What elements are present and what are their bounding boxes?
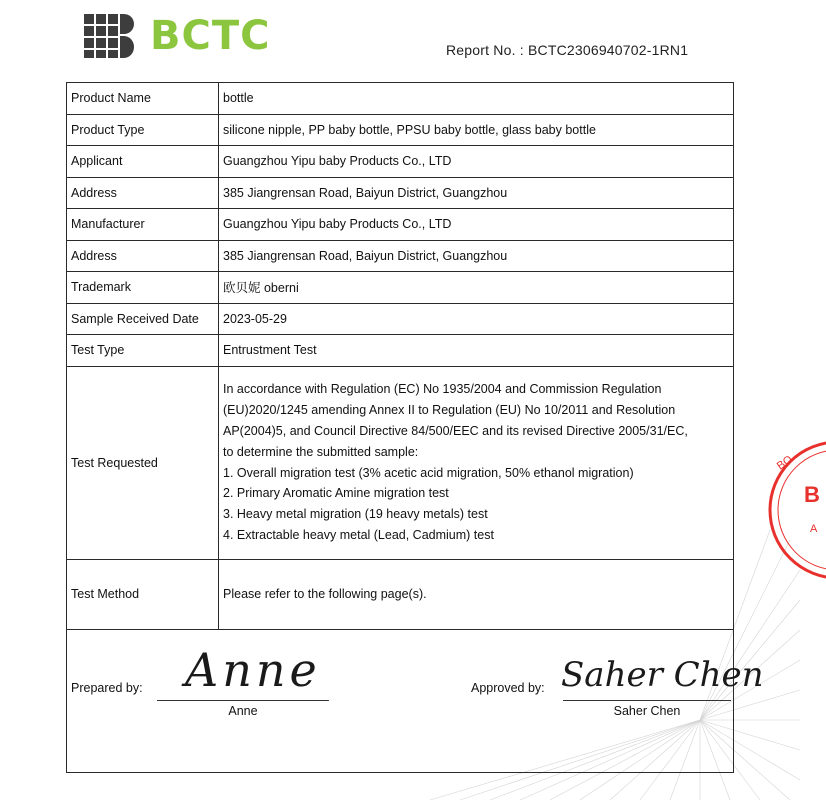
logo-text: BCTC [150,13,271,59]
row-label: Address [67,177,219,209]
prepared-signature-text: Anne [185,642,321,697]
table-row [67,114,734,146]
prepared-by-label: Prepared by: [71,680,143,695]
row-value: silicone nipple, PP baby bottle, PPSU baby bottle, glass baby bottle [219,114,734,146]
test-method-row [67,559,734,629]
row-value: 385 Jiangrensan Road, Baiyun District, Guangzhou [219,240,734,272]
approved-signature [555,640,764,700]
test-method-value: Please refer to the following page(s). [219,559,734,629]
table-row [67,272,734,304]
test-requested-row [67,366,734,559]
report-number: Report No. : BCTC2306940702-1RN1 [446,42,689,58]
report-info-table [66,82,764,773]
row-label: Product Name [67,83,219,115]
row-label: Applicant [67,146,219,178]
row-label: Test Type [67,335,219,367]
test-requested-content [219,366,734,559]
table-row [67,240,734,272]
requirement-line: In accordance with Regulation (EC) No 1935/2004 and Commission Regulation [223,382,662,397]
test-method-label: Test Method [67,559,219,629]
table-row [67,83,734,115]
requirement-line: 1. Overall migration test (3% acetic acid migration, 50% ethanol migration) [223,465,634,480]
signature-row [67,629,734,772]
table-row [67,335,734,367]
approved-signature-line [563,700,731,701]
row-value: 385 Jiangrensan Road, Baiyun District, Guangzhou [219,177,734,209]
bctc-logo [84,14,270,58]
row-label: Product Type [67,114,219,146]
company-seal-icon [766,430,826,590]
requirement-line: 4. Extractable heavy metal (Lead, Cadmium) test [223,527,494,542]
requirement-line: to determine the submitted sample: [223,444,419,459]
requirement-line: AP(2004)5, and Council Directive 84/500/EEC and its revised Directive 2005/31/EC, [223,423,688,438]
row-label: Sample Received Date [67,303,219,335]
row-value: bottle [219,83,734,115]
row-value: Guangzhou Yipu baby Products Co., LTD [219,146,734,178]
test-requested-label: Test Requested [67,366,219,559]
requirement-line: 3. Heavy metal migration (19 heavy metals) test [223,507,488,522]
row-label: Address [67,240,219,272]
table-row [67,146,734,178]
requirement-line: 2. Primary Aromatic Amine migration test [223,486,449,501]
seal-letters: BO [774,453,795,473]
approved-by-label: Approved by: [471,680,545,695]
row-value: 欧贝妮 oberni [219,272,734,304]
row-value: 2023-05-29 [219,303,734,335]
table-row [67,209,734,241]
row-label: Manufacturer [67,209,219,241]
prepared-signature-line [157,700,329,701]
row-value: Entrustment Test [219,335,734,367]
seal-small-letter: A [810,523,818,535]
approved-signature-text: Saher Chen [561,654,764,695]
bctc-grid-logo-icon [84,14,130,58]
prepared-signature [177,636,347,698]
row-value: Guangzhou Yipu baby Products Co., LTD [219,209,734,241]
seal-big-letter: B [804,482,820,507]
requirement-line: (EU)2020/1245 amending Annex II to Regulation (EU) No 10/2011 and Resolution [223,403,676,418]
approved-name: Saher Chen [613,703,681,718]
prepared-name: Anne [228,703,258,718]
row-label: Trademark [67,272,219,304]
signature-area [67,629,764,772]
table-row [67,303,734,335]
table-row [67,177,734,209]
